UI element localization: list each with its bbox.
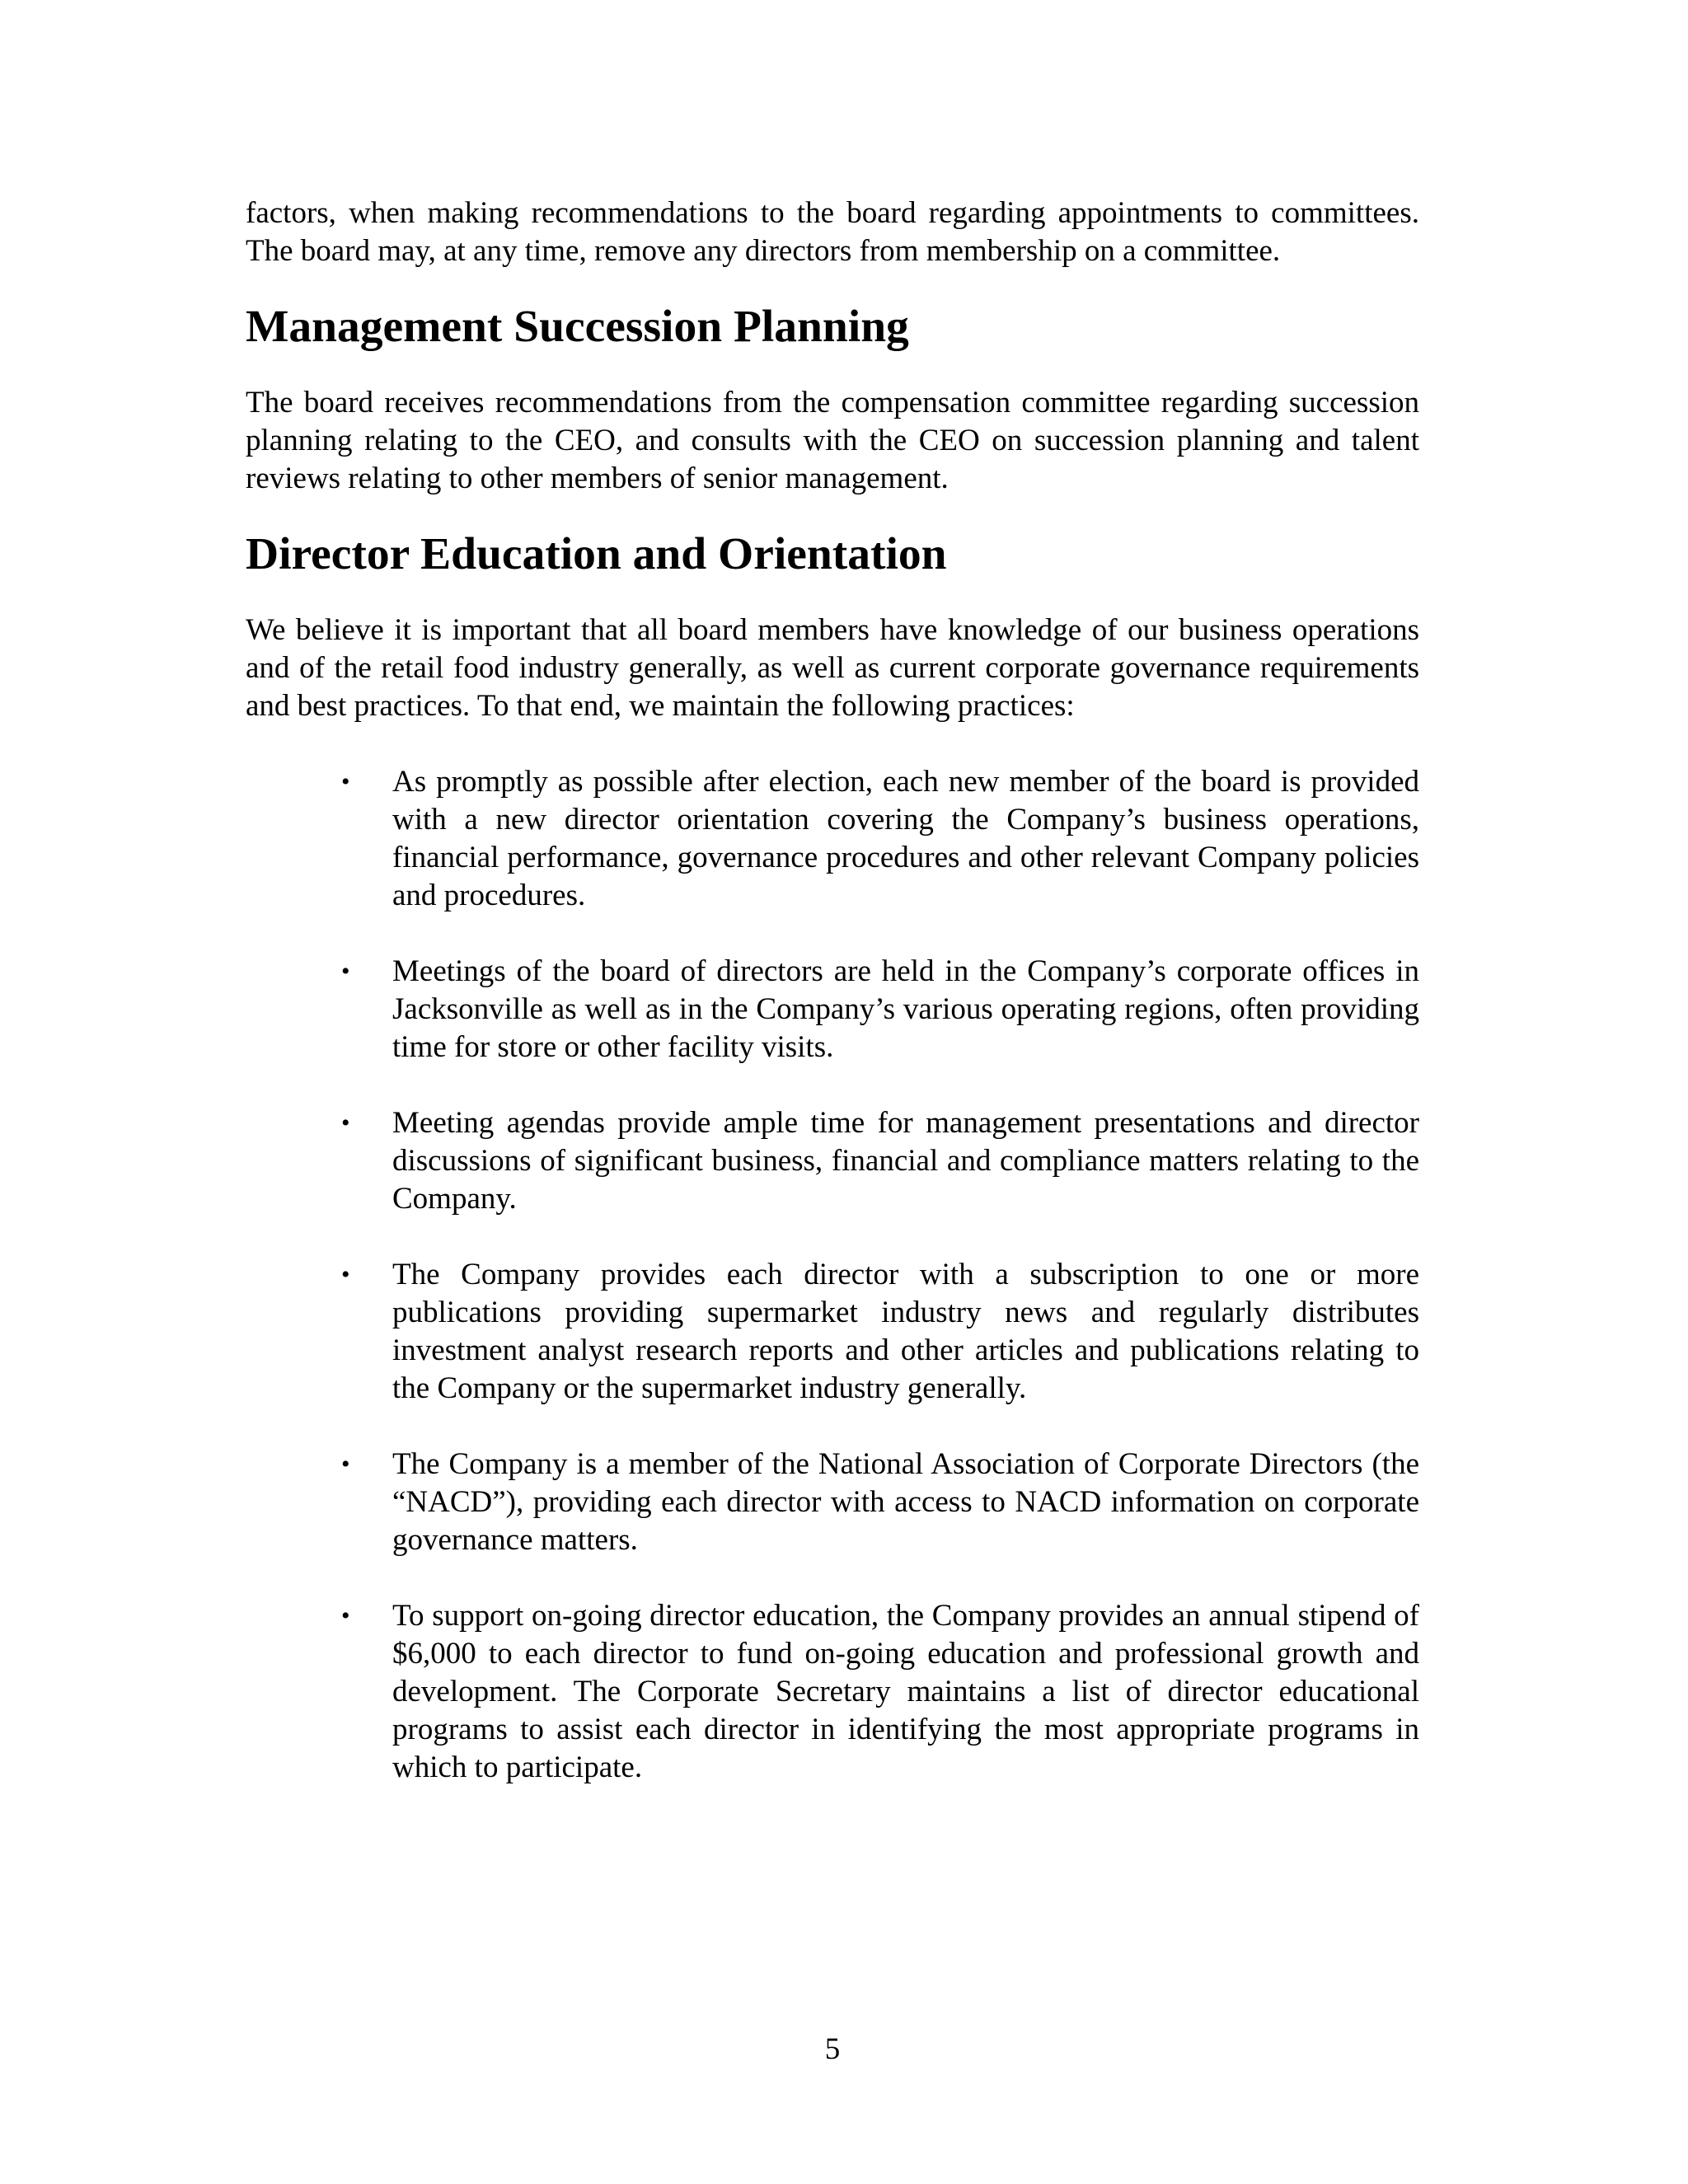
- list-item: [341, 1256, 1419, 1408]
- bullet-icon: •: [341, 1451, 350, 1478]
- list-item: [341, 1104, 1419, 1218]
- page-number: 5: [824, 2032, 841, 2066]
- list-item: [341, 1446, 1419, 1559]
- bullet-icon: •: [341, 1109, 350, 1137]
- bullet-icon: •: [341, 958, 350, 985]
- practices-list: [246, 763, 1419, 1787]
- education-heading: Director Education and Orientation: [246, 529, 947, 579]
- list-item-text: Meetings of the board of directors are held in the Company’s corporate offices in Jacksonville as well as in the Company’s various operating regions, often providing time for store or other facility visits.: [392, 954, 1419, 1064]
- list-item: [341, 953, 1419, 1066]
- list-item-text: Meeting agendas provide ample time for management presentations and director discussions of significant business, financial and compliance matters relating to the Company.: [392, 1106, 1419, 1216]
- list-item-text: As promptly as possible after election, each new member of the board is provided with a new director orientation covering the Company’s business operations, financial performance, governance procedures and other relevant Company policies and procedures.: [392, 765, 1419, 912]
- list-item: [341, 1597, 1419, 1787]
- bullet-icon: •: [341, 768, 350, 795]
- education-paragraph: We believe it is important that all board members have knowledge of our business operations and of the retail food industry generally, as well as current corporate governance requirements and best practices. To that end, we maintain the following practices:: [246, 613, 1419, 723]
- list-item-text: The Company provides each director with a subscription to one or more publications providing supermarket industry news and regularly distributes investment analyst research reports and other articles and publications relating to the Company or the supermarket industry generally.: [392, 1258, 1419, 1405]
- list-item: [341, 763, 1419, 915]
- succession-heading: Management Succession Planning: [246, 302, 909, 352]
- bullet-icon: •: [341, 1261, 350, 1288]
- document-page: [246, 194, 1419, 1787]
- list-item-text: The Company is a member of the National Association of Corporate Directors (the “NACD”), providing each director with access to NACD information on corporate governance matters.: [392, 1447, 1419, 1557]
- intro-paragraph: factors, when making recommendations to the board regarding appointments to committees. The board may, at any time, remove any directors from membership on a committee.: [246, 196, 1419, 268]
- list-item-text: To support on-going director education, the Company provides an annual stipend of $6,000 to each director to fund on-going education and professional growth and development. The Corporate Secretary maintains a list of director educational programs to assist each director in identifying the most appropriate programs in which to participate.: [392, 1599, 1419, 1784]
- succession-paragraph: The board receives recommendations from the compensation committee regarding succession planning relating to the CEO, and consults with the CEO on succession planning and talent reviews relating to other members of senior management.: [246, 386, 1419, 495]
- bullet-icon: •: [341, 1602, 350, 1629]
- spacer: [246, 725, 1419, 763]
